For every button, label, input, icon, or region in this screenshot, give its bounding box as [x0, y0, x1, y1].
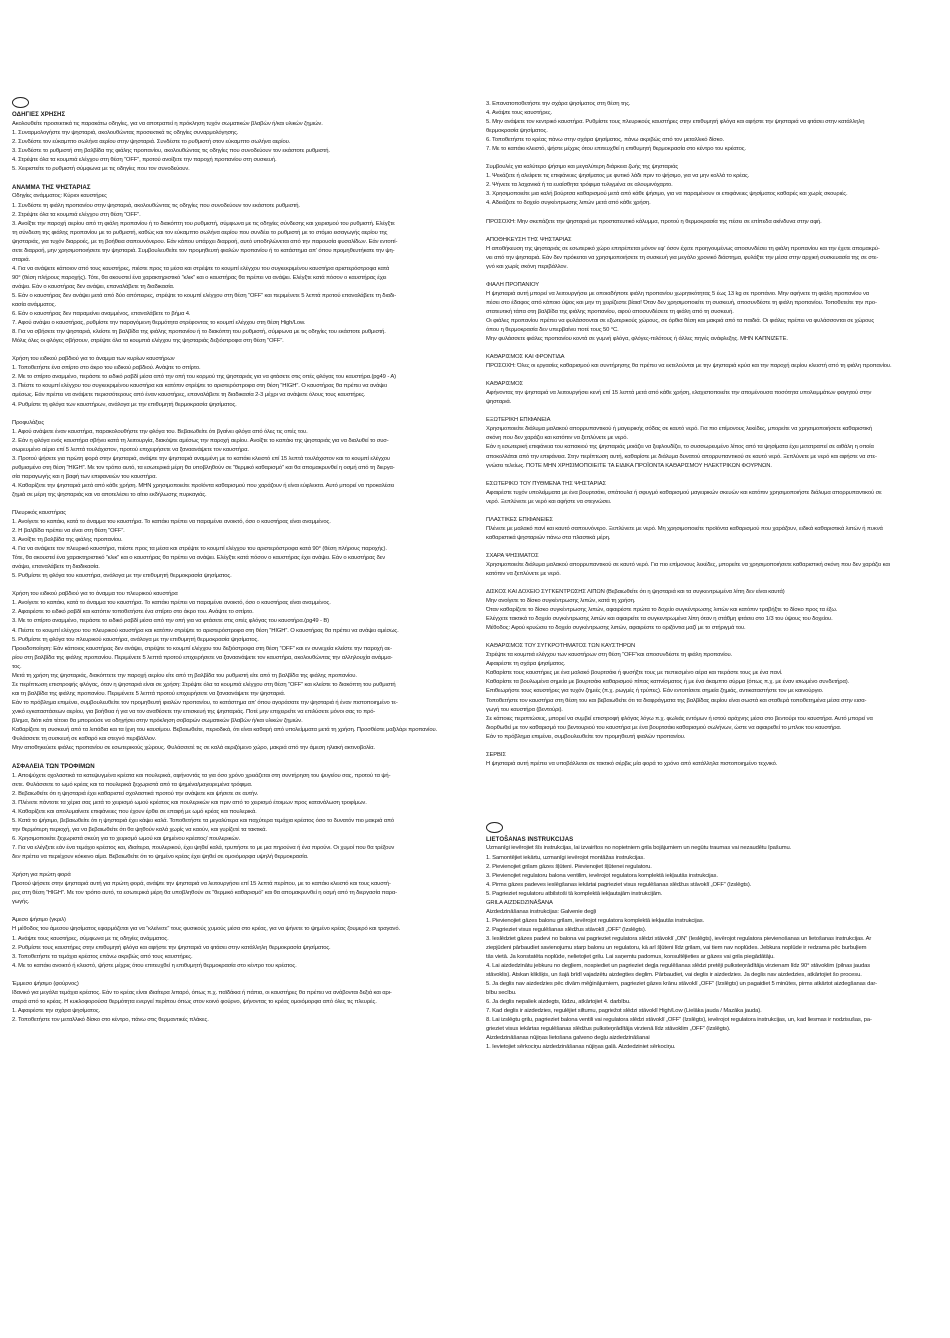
text-line: 1. Αποψύχετε οχολαστικά τα κατεψυγμένα κρέατα και πουλερικά, αφήνοντάς τα για όσο χρόνο χρειάζεται στη συντήρηση του ψυγείου σας, προτού τα ψή-: [12, 772, 391, 779]
text-line: Καθαρίζετε τη συσκευή από τα λιπάδια και τα ίχνη του καυσίμου. Βεβαιωθείτε, περιοδικά, ότι είναι καθαρή από υπολείμματα μετά τη χρήση. Προσθέστε μαξιλάρι προπανίου.: [12, 727, 438, 734]
text-line: 3. Πλένετε πάντοτε τα χέρια σας μετά το χειρισμό ωμού κρέατος και πουλερικών και πριν από το χειρισμό έτοιμων προς κατανάλωση τροφίμων.: [12, 799, 367, 806]
text-line: βλημα, διότι κάτι τέτοιο θα μπορούσε να οδηγήσει στην πρόκληση σοβαρών σωματικών βλαβών ή/και υλικών ζημιών.: [12, 718, 303, 724]
section-heading: ΑΝΑΜΜΑ ΤΗΣ ΨΗΣΤΑΡΙΑΣ: [12, 183, 91, 191]
text-line: ζημιά σε μέρη της ψησταριάς και να αποτελέσει το αίτιο εκδήλωσης πυρκαγιάς.: [12, 491, 207, 498]
column-left: [12, 0, 462, 1025]
paragraph-gap: [12, 581, 462, 590]
text-line: χνικό εγκαταστάσεων αερίου, για βοήθεια ή για να τον αναθέσετε την επισκευή της ψησταριάς. Ποτέ μην επιχειρείτε να επιλύσετε μόνοι σας το πρό-: [12, 708, 376, 715]
text-line: stāvoklis). Atskan klikšķis, un šajā brīdī vajadzētu aizdegties deglim. Pārbaudiet, vai deglis ir aizdedzies. Ja deglis nav aizdedzies, atkārtojiet šo procesu.: [486, 972, 862, 979]
text-line: την θερμότερη περιοχή, για να βεβαιωθείτε ότι θα ψηθούν καλά χωρίς να καούν, και γυρίζετέ τα τακτικά.: [12, 827, 267, 834]
text-line: 1. Ανοίγετε το καπάκι, κατά το άναμμα του καυστήρα. Το καπάκι πρέπει να παραμένει ανοικτό, όσο ο καυστήρας είναι αναμμένος.: [12, 600, 331, 607]
text-line: 5. Εάν ο καυστήρας δεν ανάψει μετά από δύο απόπειρες, στρέψτε το κουμπί ελέγχου στη θέση “OFF” και περιμένετε 5 λεπτά προτού επαναλάβετε τη διαδι-: [12, 292, 397, 299]
text-line: Επιθεωρήστε τους καυστήρες για τυχόν ζημιές (π.χ. ρωγμές ή τρύπες). Εάν εντοπίσετε σημεία ζημιάς, αντικαταστήστε τον με καινούργιο.: [486, 688, 824, 695]
text-line: 8. Lai izslēgtu grilu, pagrieziet balona ventili vai regulatora slēdzi stāvoklī „OFF” (Izslēgts), ievērojot regulatora instrukcijas, un, kad liesmas ir nodzisušas, pa-: [486, 1017, 872, 1024]
text-line: διορθωθεί με τον καθαρισμό του βεντουριού του καυστήρα με ένα βουρτσάκι καθαρισμού σωλήνων, ώστε να αφαιρεθεί το μπλοκ του καυστήρα.: [486, 724, 842, 731]
text-line: 2. Ρυθμίστε τους καυστήρες στην επιθυμητή φλόγα και αφήστε την ψησταριά να φτάσει στην κατάλληλη θερμοκρασία ψησίματος.: [12, 944, 331, 951]
text-line: γωγής.: [12, 899, 30, 906]
text-line: 4. Ρυθμίστε τη φλόγα των καυστήρων, ανάλογα με την επιθυμητή θερμοκρασία ψησίματος.: [12, 401, 237, 408]
text-line: γωγή του καυστήρα (βεντούρι).: [486, 706, 563, 713]
paragraph-gap: [486, 272, 936, 281]
paragraph-gap: [486, 471, 936, 480]
text-line: στατευτική τάπα στη βαλβίδα της φιάλης προπανίου, αφού αποσυνδέσετε τη φιάλη από τη συσκευή.: [486, 308, 734, 315]
text-line: Ιδανικό για μεγάλα τεμάχια κρέατος. Εάν το κρέας είναι ιδιαίτερα λιπαρό, όπως π.χ. παϊδάκια ή πάπια, οι καυστήρες θα πρέπει να ανάβονται δεξιά και αρι-: [12, 989, 392, 996]
text-line: 4. Για να ανάψετε τον πλευρικό καυστήρα, πιέστε προς τα μέσα και στρέψτε το κουμπί ελέγχου του αριστερόστροφα κατά 90° (θέση πλήρους παροχής).: [12, 546, 387, 553]
text-line: Η ψησταριά αυτή πρέπει να υποβάλλεται σε τακτικό σέρβις μία φορά το χρόνο από κατάλληλα πιστοποιημένο τεχνικό.: [486, 760, 778, 767]
text-line: Καθαρίστε τα βουλωμένα σημεία με βουρτσάκι καθαρισμού πίπας καπνίσματος ή με ένα άκαμπτο σύρμα (όπως π.χ. με έναν ισιωμένο συνδετήρα).: [486, 679, 850, 686]
text-line: 3. Ieslēdziet gāzes padevi no balona vai pagrieziet regulatora slēdzi stāvoklī „ON” (Ieslēgts), ievērojot regulatora pievienošanas un lietošanas instrukcijas. Ar: [486, 935, 872, 942]
text-line: 3. Επανατοποθετήστε την σχάρα ψησίματος στη θέση της.: [486, 101, 631, 107]
text-line: ΚΑΘΑΡΙΣΜΟΣ ΚΑΙ ΦΡΟΝΤΙΔΑ: [486, 354, 565, 361]
text-line: 2. Τοποθετήστε τον μεταλλικό δίσκο στο κέντρο, πάνω στις θερμαντικές πλάκες.: [12, 1016, 209, 1023]
paragraph-gap: [12, 174, 462, 183]
top-spacer: [12, 0, 462, 96]
text-line: 3. Τοποθετήστε τα τεμάχια κρέατος επάνω ακριβώς από τους καυστήρες.: [12, 953, 193, 960]
section-heading: LIETOŠANAS INSTRUKCIJAS: [486, 835, 574, 843]
paragraph-gap: [12, 971, 462, 980]
text-line: 3. Με το σπίρτο αναμμένο, περάστε το ειδικό ραβδί μέσα από την οπή για να φτάσετε στις οπές φλόγας του καυστήρα.(pg49 - B): [12, 618, 329, 625]
text-line: ΚΑΘΑΡΙΣΜΟΣ: [486, 381, 523, 388]
text-line: ΣΧΑΡΑ ΨΗΣΙΜΑΤΟΣ: [486, 552, 539, 559]
text-line: 3. Ανοίξτε τη βαλβίδα της φιάλης προπανίου.: [12, 537, 123, 544]
text-line: Μετά τη χρήση της ψησταριάς, διακόπτετε την παροχή αερίου είτε από τη βαλβίδα του ρυθμιστή είτε από τη βαλβίδα της φιάλης προπανίου.: [12, 672, 357, 679]
text-line: 6. Εάν ο καυστήρας δεν παραμείνει αναμμένος, επαναλάβετε το βήμα 4.: [12, 311, 191, 318]
text-line: Aizdedzināšanas instrukcijas: Galvenie degļi: [486, 908, 596, 915]
text-line: 1. Τοποθετήστε ένα σπίρτο στο άκρο του ειδικού ραβδιού. Ανάψτε το σπίρτο.: [12, 365, 201, 372]
text-line: Χρήση του ειδικού ραβδιού για το άναμμα των κυρίων καυστήρων: [12, 356, 175, 363]
text-line: Χρήση του ειδικού ραβδιού για το άναμμα του πλευρικού καυστήρα: [12, 591, 178, 598]
text-line: 2. Αφαιρέστε το ειδικό ραβδί και κατόπιν τοποθετήστε ένα σπίρτο στο άκρο του. Ανάψτε το σπίρτο.: [12, 609, 254, 616]
text-line: καθαριστικά ψησταριών πάνω στα πλαστικά μέρη.: [486, 534, 611, 541]
text-line: 2. Ψήνετε τα λαχανικά ή τα ευαίσθητα τρόφιμα τυλιγμένα σε αλουμινόχαρτο.: [486, 182, 673, 189]
text-line: 1. Αφού ανάψετε έναν καυστήρα, παρακολουθήστε την φλόγα του. Βεβαιωθείτε ότι βγαίνει φλόγα από όλες τις οπές του.: [12, 428, 308, 435]
text-line: αποκολλάται από την επιφάνεια. Στην περίπτωση αυτή, καθαρίστε με διάλυμα δυνατού απορρυπαντικού σε καυτό νερό. Ξεπλύνετε με νερό και αφήστε να στε-: [486, 453, 877, 460]
text-line: Προφυλάξεις: [12, 419, 45, 426]
text-line: 7. Kad deglis ir aizdedzies, regulējiet siltumu, pagriežot slēdzi stāvoklī High/Low (Lielāka jauda / Mazāka jauda).: [486, 1008, 762, 1015]
text-line: Πλευρικός καυστήρας: [12, 509, 66, 516]
top-spacer: [486, 0, 936, 100]
text-line: και τη βαλβίδα της φιάλης προπανίου. Περιμένετε 5 λεπτά προτού επιχειρήσετε να ξαναανάψετε την ψησταριά.: [12, 690, 286, 697]
text-line: Μέθοδος: Αφού κρυώσει το δοχείο συγκέντρωσης λιπών, αφαιρέστε το οριζόντια μαζί με το στήριγμά του.: [486, 625, 746, 632]
text-line: Άμεσο ψήσιμο (γκριλ): [12, 917, 66, 924]
text-line: Η αποθήκευση της ψησταριάς σε εσωτερικό χώρο επιτρέπεται μόνον εφ’ όσον έχετε προηγουμένως αποσυνδέσει τη φιάλη προπανίου και την έχετε απομακρύ-: [486, 245, 880, 252]
text-line: 7. Για να ελέγξετε εάν ένα τεμάχιο κρέατος και, ιδιαίτερα, πουλερικού, έχει ψηθεί καλά, τρυπήστε το με μια πηρούνα ή ένα πιρούνι. Οι χυμοί που θα τρέξουν: [12, 845, 395, 852]
text-line: 2. Με το σπίρτο αναμμένο, περάστε το ειδικό ραβδί μέσα από την οπή του κορμού της ψησταριάς για να φτάσετε στις οπές φλόγας του καυστήρα.(pg49 - A): [12, 374, 396, 381]
text-line: 1. Samontējiet iekārtu, uzmanīgi ievērojot montāžas instrukcijas.: [486, 854, 645, 861]
text-line: Προτού ψήσετε στην ψησταριά αυτή για πρώτη φορά, ανάψτε την ψησταριά να λειτουργήσει επί 15 λεπτά περίπου, με το καπάκι κλειστό και τους καυστή-: [12, 881, 391, 888]
text-line: 4. Ανάψτε τους καυστήρες.: [486, 110, 553, 117]
text-line: Οι φιάλες προπανίου πρέπει να φυλάσσονται σε εξωτερικούς χώρους, σε όρθια θέση και μακριά από τα παιδιά. Οι φιάλες πρέπει να φυλάσσονται σε χώρους: [486, 317, 875, 324]
paragraph-gap: [486, 543, 936, 552]
text-line: 5. Κατά το ψήσιμο, βεβαιωθείτε ότι η ψησταριά έχει κάψει καλά. Τοποθετήστε τα μεγαλύτερα και παχύτερα τεμάχια κρέατος όσο το δυνατόν πιο μακριά από: [12, 818, 395, 825]
paragraph-gap: [12, 753, 462, 762]
text-line: Τοποθετήστε τον καυστήρα στη θέση του και βεβαιωθείτε ότι τα διαφράγματα της βαλβίδας αερίου είναι σωστά και σταθερά τοποθετημένα μέσα στην εισα-: [486, 697, 867, 704]
text-line: 7. Με το καπάκι κλειστό, ψήστε μέχρις ότου επιτευχθεί η επιθυμητή θερμοκρασία στο κέντρο του κρέατος.: [486, 146, 746, 153]
text-line: bību secību.: [486, 990, 517, 997]
text-line: Σε κάποιες περιπτώσεις, μπορεί να συμβεί επιστροφή φλόγας λόγω π.χ. φωλιάς εντόμων ή ιστού αράχνης μέσα στο βεντούρι του καυστήρα. Αυτό μπορεί να: [486, 715, 873, 722]
text-line: σία παραγωγής και η βαφή των επιφανειών του καυστήρα.: [12, 473, 157, 480]
text-line: Χρήση για πρώτη φορά: [12, 872, 71, 879]
text-line: νερό. Ξεπλύνετε με νερό και αφήστε να στεγνώσει.: [486, 498, 612, 505]
text-line: ψησταριά.: [486, 399, 512, 406]
paragraph-gap: [12, 500, 462, 509]
text-line: ΕΞΩΤΕΡΙΚΗ ΕΠΙΦΑΝΕΙΑ: [486, 417, 551, 424]
text-line: ψησταριάς, για τυχόν διαρροές, με τη βοήθεια σαπουνόνερου. Εάν κάπου υπάρχει διαρροή, αυτό υποδηλώνεται από την παρουσία φυσαλίδων. Εάν εντοπί-: [12, 238, 398, 245]
text-line: ΠΡΟΣΟΧΗ: Όλες οι εργασίες καθαρισμού και συντήρησης θα πρέπει να εκτελούνται με την ψησταριά κρύα και την παροχή αερίου κλειστή από τη φιάλη προπανίου.: [486, 363, 892, 370]
text-line: ΕΣΩΤΕΡΙΚΟ ΤΟΥ ΠΥΘΜΕΝΑ ΤΗΣ ΨΗΣΤΑΡΙΑΣ: [486, 480, 607, 487]
text-line: GRILA AIZDEDZINĀŠANA: [486, 899, 553, 906]
paragraph-gap: [12, 907, 462, 916]
text-line: κασία ανάμματος.: [12, 302, 56, 309]
text-line: Η μέθοδος του άμεσου ψησίματος εφαρμόζεται για να “κλείνετε” τους φυσικούς χυμούς μέσα στο κρέας, για να ψήνετε το ψημένο κρέας ζουμερό και τραγανό.: [12, 926, 400, 933]
top-spacer: [486, 769, 936, 821]
text-line: 8. Για να σβήσετε την ψησταριά, κλείστε τη βαλβίδα της φιάλης προπανίου ή το διακόπτη του ρυθμιστή, σύμφωνα με τις οδηγίες του εκάστοτε ρυθμιστή.: [12, 329, 386, 336]
text-line: 4. Lai aizdedzinātu jebkuru no degļiem, nospiediet un pagrieziet degļa regulēšanas slēdzi pretēji pulksteņrādītāja virzienam līdz 90° stāvoklim (pilnas jaudas: [486, 963, 871, 970]
text-line: 5. Μην ανάψετε τον κεντρικό καυστήρα. Ρυθμίστε τους πλευρικούς καυστήρες στην επιθυμητή φλόγα και αφήστε την ψησταριά να φτάσει στην κατάλληλη: [486, 119, 865, 126]
text-line: ziepjūdeni pārbaudiet savienojumu starp balonu un regulatoru, kā arī šļūteni līdz grilam, vai tiem nav noplūdes. Jebkura noplūde ir redzama pēc burbuļiem: [486, 944, 867, 951]
text-line: grieziet visus iekārtas regulēšanas slēdžus pulksteņrādītāja virzienā līdz stāvoklim „OFF” (Izslēgts).: [486, 1026, 731, 1033]
text-line: στερά από το κρέας. Η κυκλοφορούσα θερμότητα ενεργεί περίπου όπως στον κοινό φούρνο, ψήνοντας το κρέας ομοιόμορφα από όλες τις πλευρές.: [12, 998, 377, 1005]
text-line: κατόπιν να ξεπλύνετε με νερό.: [486, 570, 561, 577]
text-line: πέσει στο έδαφος από κάποιο ύψος και μην τη χειρίζεστε βίαια! Όταν δεν χρησιμοποιείτε τη συσκευή, αποσυνδέστε τη φιάλη προπανίου. Τοποθετείτε την προ-: [486, 299, 877, 306]
paragraph-gap: [486, 633, 936, 642]
text-line: Aizdedzināšanas nūjiņas lietošana galveno degļu aizdedzināšanai: [486, 1035, 650, 1042]
text-line: Αφαιρέστε τη σχάρα ψησίματος.: [486, 661, 566, 668]
text-line: τος.: [12, 663, 22, 670]
text-line: Αφήνοντας την ψησταριά να λειτουργήσει κενή επί 15 λεπτά μετά από κάθε χρήση, ελαχιστοποιείτε την απομένουσα ποσότητα υπολειμμάτων φαγητού στην: [486, 390, 872, 397]
text-line: Ελέγχετε τακτικά το δοχείο συγκέντρωσης λιπών και αφαιρείτε τα συγκεντρωμένα λίπη όταν η στάθμη φτάσει στο 1/3 του ύψους του δοχείου.: [486, 616, 833, 623]
text-line: γνώσει τελείως. ΠΟΤΕ ΜΗΝ ΧΡΗΣΙΜΟΠΟΙΕΙΤΕ ΤΑ ΕΙΔΙΚΑ ΠΡΟΪΟΝΤΑ ΚΑΘΑΡΙΣΜΟΥ ΗΛΕΚΤΡΙΚΩΝ ΦΟΥΡΝΩΝ.: [486, 462, 772, 469]
text-line: 5. Ρυθμίστε τη φλόγα του καυστήρα, ανάλογα με την επιθυμητή θερμοκρασία ψησίματος.: [12, 573, 232, 580]
text-line: 1. Pievienojiet gāzes balonu grilam, ievērojot regulatora komplektā iekļautās instrukcijas.: [486, 917, 705, 924]
language-marker-icon: [486, 822, 503, 833]
text-line: 1. Συνδέστε τη φιάλη προπανίου στην ψησταριά, ακολουθώντας τις οδηγίες που συνοδεύουν τον εκάστοτε ρυθμιστή.: [12, 202, 300, 209]
text-line: Χρησιμοποιείτε διάλυμα μαλακού απορρυπαντικού σε καυτό νερό. Για πιο επίμονους λεκέδες, μπορείτε να χρησιμοποιήσετε καθαριστική σκόνη που δεν χαράζει και: [486, 561, 890, 568]
text-line: ανάψει, επαναλάβετε τη διαδικασία.: [12, 564, 100, 571]
text-line: 4. Καθαρίζετε και απολυμαίνετε επιφάνειες που έχουν έρθει σε επαφή με ωμό κρέας και πουλερικά.: [12, 808, 257, 815]
text-line: θερμοκρασία ψησίματος.: [486, 128, 548, 135]
text-line: ανάψει. Εάν ο καυστήρας δεν ανάψει, επαναλάβετε τη διαδικασία.: [12, 283, 175, 290]
text-line: 4. Με το καπάκι ανοικτό ή κλειστό, ψήστε μέχρις ότου επιτευχθεί η επιθυμητή θερμοκρασία στο κέντρο του κρέατος.: [12, 962, 297, 969]
text-line: 5. Χειριστείτε το ρυθμιστή σύμφωνα με τις οδηγίες που τον συνοδεύουν.: [12, 165, 190, 172]
text-line: 5. Ρυθμίστε τη φλόγα του πλευρικού καυστήρα, ανάλογα με την επιθυμητή θερμοκρασία ψησίματος.: [12, 636, 259, 643]
text-line: Φυλάσσετε τη συσκευή σε καθαρό και στεγνό περιβάλλον.: [12, 736, 157, 743]
text-line: Έμμεσο ψήσιμο (φούρνος): [12, 980, 79, 987]
text-line: Εάν το πρόβλημα επιμένει, συμβουλευθείτε τον προμηθευτή φιαλών προπανίου, το κατάστημα απ’ όπου αγοράσατε την ψησταριά ή έναν πιστοποιημένο τε-: [12, 699, 398, 706]
text-line: ΦΙΑΛΗ ΠΡΟΠΑΝΙΟΥ: [486, 281, 540, 288]
text-line: 6. Χρησιμοποιείτε ξεχωριστά σκεύη για το χειρισμό ωμού και ψημένου κρέατος/ πουλερικών.: [12, 836, 241, 843]
text-line: 3. Pievienojiet regulatoru balona ventilim, ievērojot regulatora komplektā iekļautās instrukcijas.: [486, 872, 718, 879]
text-line: ΔΙΣΚΟΣ ΚΑΙ ΔΟΧΕΙΟ ΣΥΓΚΕΝΤΡΩΣΗΣ ΛΙΠΩΝ (Βεβαιωθείτε ότι η ψησταριά και τα συγκεντρωμένα λίπη δεν είναι καυτά): [486, 589, 785, 596]
text-line: ΚΑΘΑΡΙΣΜΟΣ ΤΟΥ ΣΥΓΚΡΟΤΗΜΑΤΟΣ ΤΩΝ ΚΑΥΣΤΗΡΩΝ: [486, 643, 636, 650]
text-line: 4. Pirms gāzes padeves ieslēgšanas iekārtai pagrieziet visus regulēšanas slēdžus stāvoklī „OFF” (Izslēgts).: [486, 881, 752, 888]
text-line: 2. Εάν η φλόγα ενός καυστήρα σβήνει κατά τη λειτουργία, διακόψτε αμέσως την παροχή αερίου. Ανοίξτε το καπάκι της ψησταριάς για να διαλυθεί το συσ-: [12, 437, 389, 444]
section-heading: ΑΣΦΑΛΕΙΑ ΤΩΝ ΤΡΟΦΙΜΩΝ: [12, 763, 95, 771]
text-line: ρες στη θέση “HIGH”. Με τον τρόπο αυτό, τα εσωτερικά μέρη θα υποβληθούν σε “θερμικό καθαρισμό” και θα απομακρυνθεί η οσμή από τη διεργασία παρα-: [12, 890, 398, 897]
text-line: Όταν καθαρίζετε το δίσκο συγκέντρωσης λιπών, αφαιρέστε πρώτα το δοχείο συγκέντρωσης λιπών και κατόπιν τραβήξτε το δίσκο προς τα έξω.: [486, 607, 838, 614]
text-line: 3. Προτού ψήσετε για πρώτη φορά στην ψησταριά, ανάψτε την ψησταριά αναμμένη με το καπάκι κλειστό επί 15 λεπτά τουλάχιστον και το κουμπί ελέγχου: [12, 455, 390, 462]
text-line: 4. Στρέψτε όλα τα κουμπιά ελέγχου στη θέση “OFF”, προτού ανοίξετε την παροχή προπανίου στη συσκευή.: [12, 156, 277, 163]
paragraph-gap: [486, 371, 936, 380]
text-line: δεν πρέπει να περιέχουν κόκκινο αίμα. Βεβαιωθείτε ότι το ψημένο κρέας έχει ψηθεί σε ομοιόμορφα υψηλή θερμοκρασία.: [12, 854, 309, 861]
text-line: νει από την ψησταριά. Εάν δεν πρόκειται να χρησιμοποιήσετε τη συσκευή για μεγάλο χρονικό διάστημα, φυλάξτε την μέσα στην αρχική συσκευασία της σε στε-: [486, 254, 879, 261]
text-line: Μην αποθηκεύετε φιάλες προπανίου σε εσωτερικούς χώρους. Φυλάσσετέ τις σε καλά αεριζόμενο χώρο, μακριά από την άμεση ηλιακή ακτινοβολία.: [12, 745, 375, 752]
text-line: Συμβουλές για καλύτερο ψήσιμο και μεγαλύτερη διάρκεια ζωής της ψησταριάς: [486, 164, 679, 171]
text-line: tās vietā. Ja konstatēta noplūde, nelietojiet grilu. Lai saņemtu padomus, konsultējieties ar gāzes vai grila piegādātāju.: [486, 954, 775, 961]
text-line: 2. Pagrieziet visus regulēšanas slēdžus stāvoklī „OFF” (Izslēgts).: [486, 926, 647, 933]
text-line: ΠΡΟΣΟΧΗ: Μην σκεπάζετε την ψησταριά με προστατευτικό κάλυμμα, προτού η θερμοκρασία της πέσει σε επίπεδα ακίνδυνα στην αφή.: [486, 218, 822, 225]
text-line: 1. Αφαιρέστε την σχάρα ψησίματος.: [12, 1007, 101, 1014]
text-line: ΠΛΑΣΤΙΚΕΣ ΕΠΙΦΑΝΕΙΕΣ: [486, 516, 553, 523]
text-line: Οδηγίες ανάμματος: Κύριοι καυστήρες: [12, 193, 107, 200]
text-line: Τότε, θα ακουστεί ένα χαρακτηριστικό “κλικ” και ο καυστήρας θα πρέπει να ανάψει. Ελέγξτε κατά πόσον ο καυστήρας έχει ανάψει. Εάν ο καυστήρας δεν: [12, 555, 386, 562]
paragraph-gap: [486, 407, 936, 416]
text-line: Εάν το πρόβλημα επιμένει, συμβουλευθείτε τον προμηθευτή φιαλών προπανίου.: [486, 733, 686, 740]
text-line: 2. Pievienojiet grilam gāzes šļūteni. Pievienojiet šļūtenei regulatoru.: [486, 863, 652, 870]
paragraph-gap: [12, 346, 462, 355]
text-line: 5. Ja deglis nav aizdedzies pēc divām mēģinājumiem, pagrieziet gāzes krānu stāvoklī „OFF” (Izslēgts) un pagaidiet 5 minūtes, pirms atkārtot aizdegšanas dar-: [486, 981, 878, 988]
text-line: σετε διαρροή, μην χρησιμοποιήσετε την ψησταριά. Συμβουλευθείτε τον προμηθευτή φιαλών προπανίου ή το κατάστημα απ’ όπου προμηθευτήκατε την ψη-: [12, 247, 395, 254]
text-line: 5. Pagrieziet regulatoru atbilstoši tā komplektā iekļautajām instrukcijām.: [486, 890, 663, 897]
text-line: 7. Αφού ανάψει ο καυστήρας, ρυθμίστε την παραγόμενη θερμότητα στρέφοντας το κουμπί ελέγχου στη θέση High/Low.: [12, 320, 306, 327]
text-line: Uzmanīgi ievērojiet šīs instrukcijas, lai izvairītos no nopietniem grila bojājumiem un negūtu traumas vai nezaudētu īpašumu.: [486, 845, 792, 852]
paragraph-gap: [12, 862, 462, 871]
paragraph-gap: [486, 344, 936, 353]
language-marker-icon: [12, 97, 29, 108]
text-line: 4. Καθαρίζετε την ψησταριά μετά από κάθε χρήση. ΜΗΝ χρησιμοποιείτε προϊόντα καθαρισμού που χαράζουν ή είναι εύφλεκτα. Αυτό μπορεί να προκαλέσει: [12, 482, 395, 489]
text-line: Στρέψτε τα κουμπιά ελέγχου των καυστήρων στη θέση “OFF”και αποσυνδέστε τη φιάλη προπανίου.: [486, 652, 733, 659]
paragraph-gap: [486, 579, 936, 588]
text-line: Χρησιμοποιείτε διάλυμα μαλακού απορρυπαντικού ή μαγειρικής σόδας σε καυτό νερό. Για πιο επίμονους λεκέδες, μπορείτε να χρησιμοποιήσετε καθαριστική: [486, 426, 873, 433]
text-line: ρυθμισμένο στη θέση “HIGH”. Με τον τρόπο αυτό, τα εσωτερικά μέρη θα υποβληθούν σε “θερμικό καθαρισμό” και θα απομακρυνθεί η οσμή από τη διεργα-: [12, 464, 395, 471]
paragraph-gap: [12, 410, 462, 419]
text-line: 3. Χρησιμοποιείτε μια καλή βούρτσα καθαρισμού μετά από κάθε ψήσιμο, για να παραμένουν οι επιφάνειες ψησίματος καθαρές και χωρίς σκουριές.: [486, 191, 848, 198]
text-line: 1. Ανοίγετε το καπάκι, κατά το άναμμα του καυστήρα. Το καπάκι πρέπει να παραμένει ανοικτό, όσο ο καυστήρας είναι αναμμένος.: [12, 519, 331, 526]
text-line: 1. Συναρμολογήστε την ψησταριά, ακολουθώντας προσεκτικά τις οδηγίες συναρμολόγησης.: [12, 129, 239, 136]
text-line: γνό και χωρίς σκόνη περιβάλλον.: [486, 263, 568, 270]
text-line: σταριά.: [12, 256, 31, 263]
paragraph-gap: [486, 209, 936, 218]
text-line: Μην φυλάσσετε φιάλες προπανίου κοντά σε γυμνή φλόγα, φλόγες-πιλότους ή άλλες πηγές ανάφλεξης. ΜΗΝ ΚΑΠΝΙΖΕΤΕ.: [486, 336, 788, 343]
text-line: Μόλις όλες οι φλόγες σβήσουν, στρέψτε όλα τα κουμπιά ελέγχου της ψησταριάς δεξιόστροφα στη θέση “OFF”.: [12, 338, 284, 345]
paragraph-gap: [486, 227, 936, 236]
text-line: σκόνη που δεν χαράζει και κατόπιν να ξεπλύνετε με νερό.: [486, 435, 628, 442]
text-line: όπου η θερμοκρασία δεν υπερβαίνει ποτέ τους 50 °C.: [486, 326, 619, 333]
text-line: 6. Ja deglis nepaliek aizdegts, lūdzu, atkārtojiet 4. darbību.: [486, 999, 631, 1006]
text-line: σετε. Φυλάσσετε το ωμό κρέας και τα πουλερικά ξεχωριστά από τα ψημένα/μαγειρεμένα τρόφιμα.: [12, 781, 253, 788]
text-line: Πλένετε με μαλακό πανί και καυτό σαπουνόνερο. Ξεπλύνετε με νερό. Μη χρησιμοποιείτε προϊόντα καθαρισμού που χαράζουν, ειδικά καθαριστικά λιπών ή πυκνά: [486, 525, 883, 532]
text-line: Η ψησταριά αυτή μπορεί να λειτουργήσει με οποιαδήποτε φιάλη προπανίου χωρητικότητας 5 έως 13 kg σε προπάνιο. Μην αφήνετε τη φιάλη προπανίου να: [486, 290, 870, 297]
text-line: 90° (θέση πλήρους παροχής). Τότε, θα ακουστεί ένα χαρακτηριστικό “κλικ” και ο καυστήρας θα πρέπει να ανάψει. Ελέγξτε κατά πόσον ο καυστήρας έχει: [12, 274, 387, 281]
text-line: Μην ανοίγετε το δίσκο συγκέντρωσης λιπών, κατά τη χρήση.: [486, 598, 636, 605]
text-line: 6. Τοποθετήστε το κρέας πάνω στην σχάρα ψησίματος, πάνω ακριβώς από τον μεταλλικό δίσκο.: [486, 137, 725, 144]
text-line: Εάν η εσωτερική επιφάνεια του καπακιού της ψησταριάς μοιάζει να ξεφλουδίζει, το συσσωρευμένο λίπος από τα ψησίματα έχει μετατραπεί σε αιθάλη η οποία: [486, 444, 874, 451]
text-line: 4. Πιέστε το κουμπί ελέγχου του πλευρικού καυστήρα και κατόπιν στρέψτε το αριστερόστροφα στη θέση “HIGH”. Ο καυστήρας θα πρέπει να ανάψει αμέσως.: [12, 627, 399, 634]
text-line: σωρευμένο αέριο επί 5 λεπτά τουλάχιστον, προτού επιχειρήσετε να ξαναανάψετε τον καυστήρα.: [12, 446, 249, 453]
text-line: Αφαιρέστε τυχόν υπολείμματα με ένα βουρτσάκι, σπάτουλα ή σφυγμό καθαρισμού μαγειρικών σκευών και κατόπιν χρησιμοποιήστε διάλυμα απορρυπαντικού σε: [486, 489, 882, 496]
text-line: ρίου στη βαλβίδα της φιάλης προπανίου. Περιμένετε 5 λεπτά προτού επιχειρήσετε να ξαναανάψετε τον καυστήρα, ακολουθώντας την αλληλουχία ανάμμα-: [12, 654, 393, 661]
text-line: 2. Στρέψτε όλα τα κουμπιά ελέγχου στη θέση “OFF”.: [12, 211, 141, 218]
text-line: Καθαρίστε τους καυστήρες με ένα μαλακό βουρτσάκι ή φυσήξτε τους με πεπιεσμένο αέρα και περάστε τους με ένα πανί.: [486, 670, 783, 677]
column-right: [486, 0, 936, 1053]
text-line: 4. Για να ανάψετε κάποιον από τους καυστήρες, πιέστε προς τα μέσα και στρέψτε το κουμπί ελέγχου του συγκεκριμένου καυστήρα αριστερόστροφα κατά: [12, 265, 390, 272]
text-line: 4. Αδειάζετε το δοχείο συγκέντρωσης λιπών μετά από κάθε χρήση.: [486, 200, 651, 207]
text-line: ΑΠΟΘΗΚΕΥΣΗ ΤΗΣ ΨΗΣΤΑΡΙΑΣ: [486, 236, 572, 243]
text-line: 2. Συνδέστε τον εύκαμπτο σωλήνα αερίου στην ψησταριά. Συνδέστε το ρυθμιστή στον εύκαμπτο σωλήνα αερίου.: [12, 138, 291, 145]
text-line: 3. Ανοίξτε την παροχή αερίου από τη φιάλη προπανίου ή το διακόπτη του ρυθμιστή, σύμφωνα με τις οδηγίες σύνδεσης και χειρισμού του ρυθμιστή. Ελέγξτε: [12, 220, 395, 227]
text-line: 3. Πιέστε το κουμπί ελέγχου του συγκεκριμένου καυστήρα και κατόπιν στρέψτε το αριστερόστροφα στη θέση “HIGH”. Ο καυστήρας θα πρέπει να ανάψει: [12, 383, 387, 390]
text-line: τη σύνδεση της φιάλης προπανίου με το ρυθμιστή, καθώς και τον εύκαμπτο σωλήνα αερίου που συνδέει το ρυθμιστή με το στόμιο εισαγωγής αερίου της: [12, 229, 388, 236]
paragraph-gap: [486, 507, 936, 516]
text-line: 1. Ievietojiet sērkociņu aizdedzināšanas nūjiņas galā. Aizdedziniet sērkociņu.: [486, 1044, 676, 1051]
paragraph-gap: [486, 154, 936, 163]
text-line: αμέσως. Εάν πρέπει να ανάψετε περισσότερους από έναν καυστήρες, επαναλάβετε τη διαδικασία 2-3 μέχρι να ανάψετε όλους τους καυστήρες.: [12, 392, 366, 399]
text-line: Σε περίπτωση επιστροφής φλόγας, όταν η ψησταριά είναι σε χρήση: Στρέψτε όλα τα κουμπιά ελέγχου στη θέση “OFF” και κλείστε το διακόπτη του ρυθμιστή: [12, 681, 396, 688]
text-line: 2. Βεβαιωθείτε ότι η ψησταριά έχει καθαριστεί σχολαστικά προτού την ανάψετε και ψήσετε σε αυτήν.: [12, 790, 259, 797]
text-line: 3. Συνδέστε το ρυθμιστή στη βαλβίδα της φιάλης προπανίου, ακολουθώντας τις οδηγίες που συνοδεύουν τον εκάστοτε ρυθμιστή.: [12, 147, 330, 154]
text-line: 1. Ψεκάζετε ή αλείφετε τις επιφάνειες ψησίματος με φυτικό λάδι πριν το ψήσιμο, για να μην κολλά το κρέας.: [486, 173, 750, 180]
text-line: Ακολουθείτε προσεκτικά τις παρακάτω οδηγίες, για να αποτραπεί η πρόκληση τυχόν σωματικών βλαβών ή/και υλικών ζημιών.: [12, 120, 323, 127]
text-line: ΣΕΡΒΙΣ: [486, 751, 506, 758]
text-line: 2. Η βαλβίδα πρέπει να είναι στη θέση “OFF”.: [12, 528, 125, 535]
section-heading: ΟΔΗΓΙΕΣ ΧΡΗΣΗΣ: [12, 111, 66, 118]
paragraph-gap: [486, 742, 936, 751]
text-line: 1. Ανάψτε τους καυστήρες, σύμφωνα με τις οδηγίες ανάμματος.: [12, 935, 169, 942]
text-line: Προειδοποίηση: Εάν κάποιος καυστήρας δεν ανάψει, στρέψτε το κουμπί ελέγχου του δεξιόστροφα στη θέση “OFF” και εν συνεχεία κλείστε την παροχή αε-: [12, 645, 392, 652]
